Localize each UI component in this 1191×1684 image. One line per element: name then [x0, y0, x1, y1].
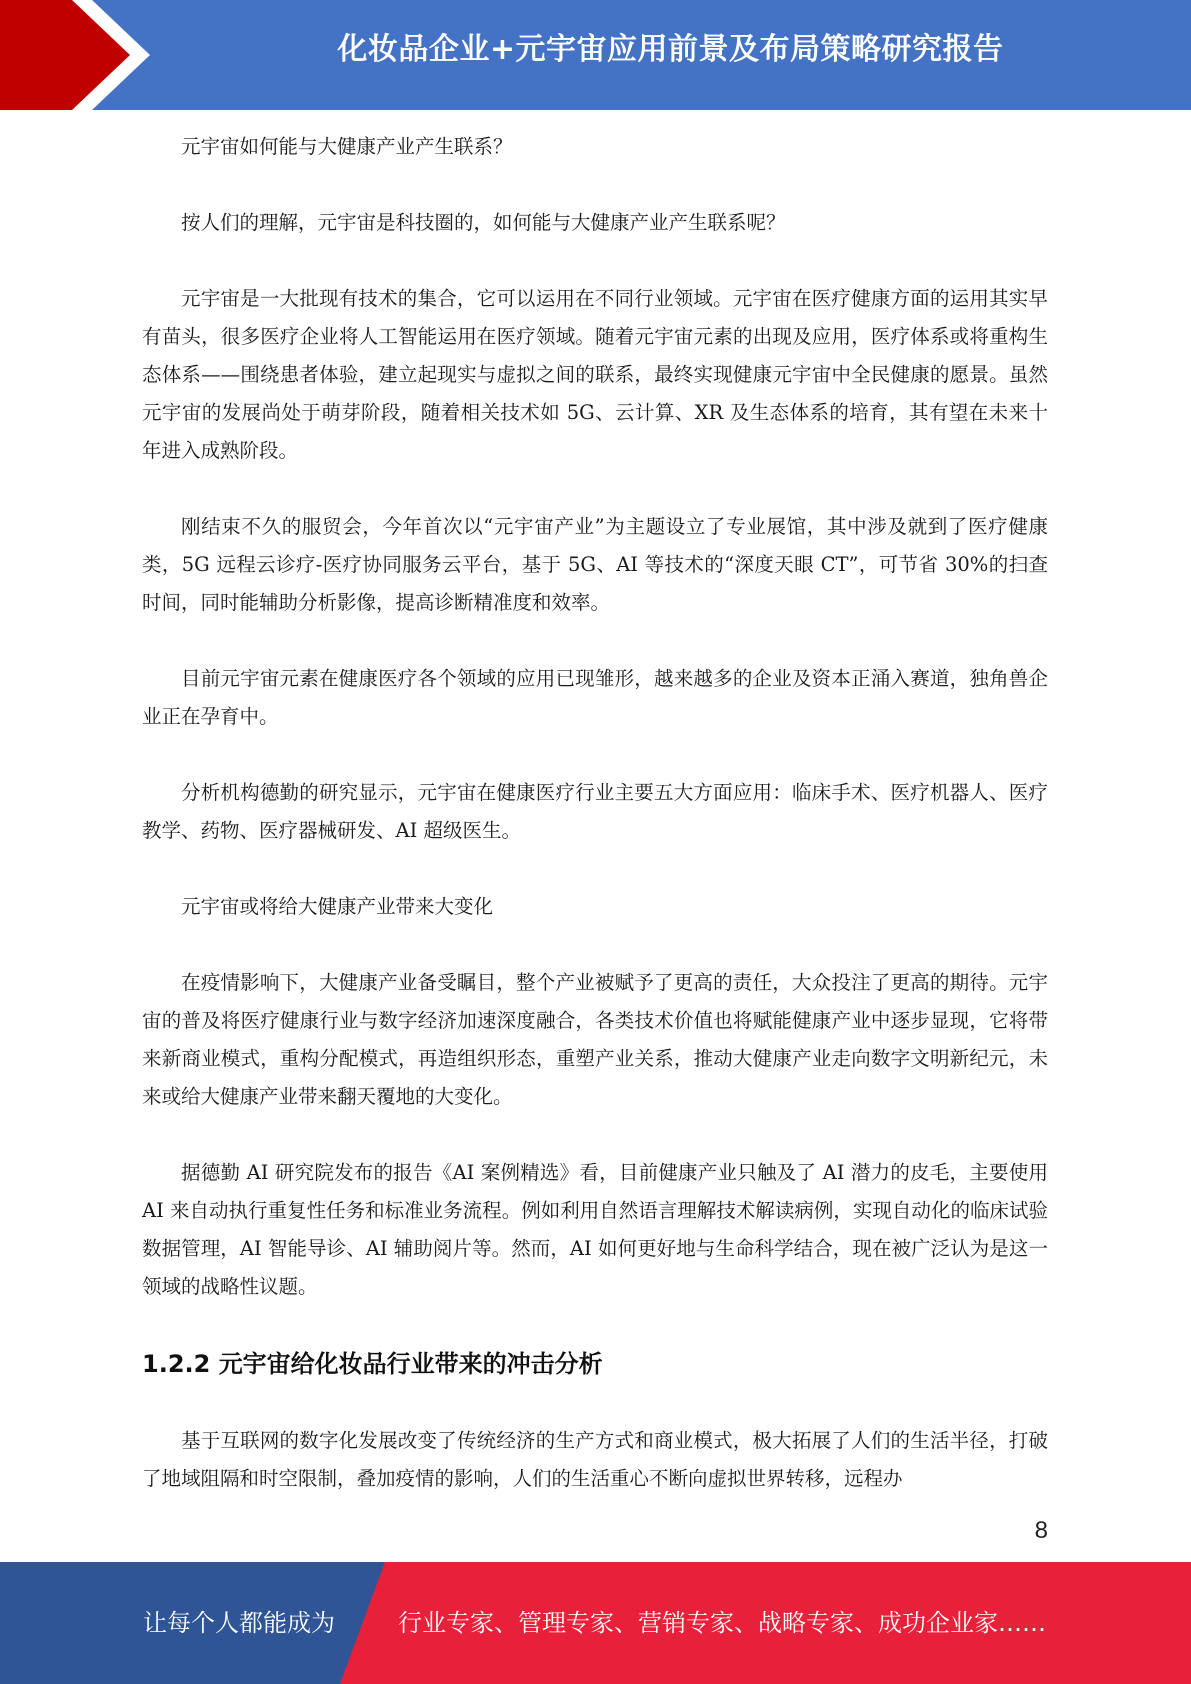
footer-slogan-right: 行业专家、管理专家、营销专家、战略专家、成功企业家…… [398, 1609, 1046, 1637]
document-body [142, 128, 1048, 1536]
paragraph: 基于互联网的数字化发展改变了传统经济的生产方式和商业模式，极大拓展了人们的生活半径，打破了地域阻隔和时空限制，叠加疫情的影响，人们的生活重心不断向虚拟世界转移，远程办 [142, 1429, 1048, 1490]
page-footer [0, 1562, 1191, 1684]
page-header [0, 0, 1191, 110]
paragraph: 目前元宇宙元素在健康医疗各个领域的应用已现雏形，越来越多的企业及资本正涌入赛道，独角兽企业正在孕育中。 [142, 667, 1048, 728]
paragraph: 元宇宙如何能与大健康产业产生联系？ [181, 135, 513, 158]
paragraph: 按人们的理解，元宇宙是科技圈的，如何能与大健康产业产生联系呢？ [181, 211, 786, 234]
footer-slogan-left: 让每个人都能成为 [143, 1609, 335, 1637]
paragraph: 元宇宙是一大批现有技术的集合，它可以运用在不同行业领域。元宇宙在医疗健康方面的运用其实早有苗头，很多医疗企业将人工智能运用在医疗领域。随着元宇宙元素的出现及应用，医疗体系或将重构生态体系——围绕患者体验，建立起现实与虚拟之间的联系，最终实现健康元宇宙中全民健康的愿景。虽然元宇宙的发展尚处于萌芽阶段，随着相关技术如 5G、云计算、XR 及生态体系的培育，其有望在未来十年进入成熟阶段。 [142, 287, 1048, 462]
section-heading: 1.2.2 元宇宙给化妆品行业带来的冲击分析 [142, 1350, 603, 1378]
paragraph: 据德勤 AI 研究院发布的报告《AI 案例精选》看，目前健康产业只触及了 AI 潜力的皮毛，主要使用 AI 来自动执行重复性任务和标准业务流程。例如利用自然语言理解技术解读病例，实现自动化的临床试验数据管理，AI 智能导诊、AI 辅助阅片等。然而，AI 如何更好地与生命科学结合，现在被广泛认为是这一领域的战略性议题。 [142, 1161, 1048, 1298]
page-number: 8 [1034, 1517, 1048, 1544]
paragraph: 分析机构德勤的研究显示，元宇宙在健康医疗行业主要五大方面应用：临床手术、医疗机器人、医疗教学、药物、医疗器械研发、AI 超级医生。 [142, 781, 1048, 842]
paragraph: 刚结束不久的服贸会，今年首次以“元宇宙产业”为主题设立了专业展馆，其中涉及就到了医疗健康类，5G 远程云诊疗-医疗协同服务云平台，基于 5G、AI 等技术的“深度天眼 CT”，可节省 30%的扫查时间，同时能辅助分析影像，提高诊断精准度和效率。 [142, 515, 1048, 614]
report-title: 化妆品企业+元宇宙应用前景及布局策略研究报告 [337, 32, 1004, 67]
paragraph: 在疫情影响下，大健康产业备受瞩目，整个产业被赋予了更高的责任，大众投注了更高的期待。元宇宙的普及将医疗健康行业与数字经济加速深度融合，各类技术价值也将赋能健康产业中逐步显现，它将带来新商业模式，重构分配模式，再造组织形态，重塑产业关系，推动大健康产业走向数字文明新纪元，未来或给大健康产业带来翻天覆地的大变化。 [142, 971, 1048, 1108]
header-chevron-icon [0, 0, 150, 110]
paragraph: 元宇宙或将给大健康产业带来大变化 [181, 895, 494, 918]
